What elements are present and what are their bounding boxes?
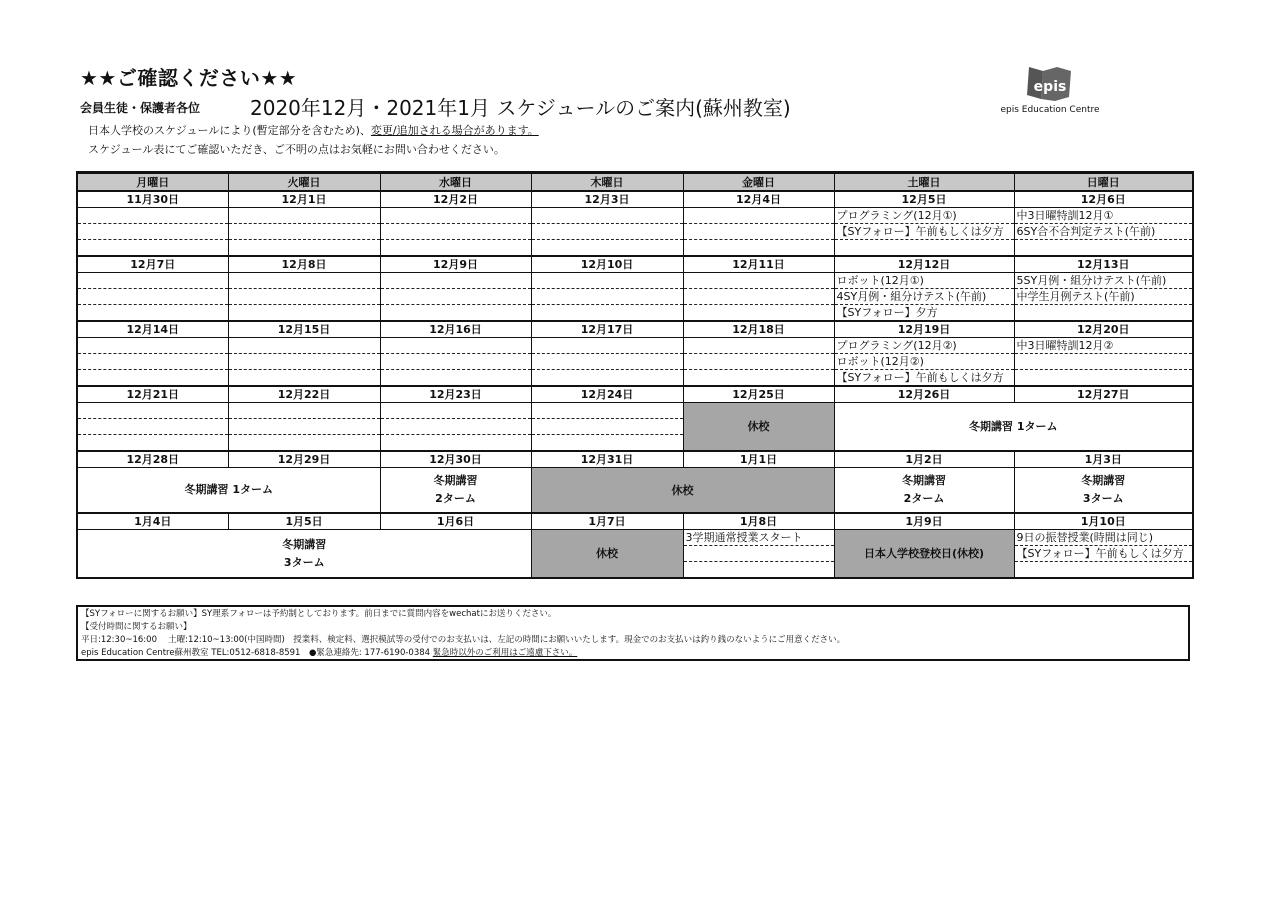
epis-logo	[1000, 63, 1100, 121]
week-6-slot-row	[77, 530, 1193, 546]
date-cell: 12月26日	[834, 386, 1014, 403]
notes-line: 平日:12:30~16:00 土曜:12:10~13:00(中国時間) 授業料、検定料、選択模試等の受付でのお支払いは、左記の時間にお願いいたします。現金でのお支払いは釣り銭のないようにご用意ください。	[81, 635, 846, 645]
week-6-date-row	[77, 513, 1193, 530]
slot-cell	[380, 403, 531, 419]
event-cell: 6SY合不合判定テスト(午前)	[1014, 224, 1193, 240]
week-2-slot-row	[77, 289, 1193, 305]
contact-text: epis Education Centre蘇州教室 TEL:0512-6818-8591 ●緊急連絡先: 177-6190-0384	[81, 648, 431, 658]
slot-cell	[531, 370, 683, 387]
weekday-wed: 水曜日	[380, 173, 531, 192]
slot-cell	[228, 354, 380, 370]
weekday-mon: 月曜日	[77, 173, 228, 192]
page-title: 2020年12月・2021年1月 スケジュールのご案内(蘇州教室)	[250, 96, 791, 120]
schedule-table	[76, 171, 1194, 579]
week-5-course-row	[77, 468, 1193, 514]
notice-line-1	[88, 122, 539, 138]
audience-label: 会員生徒・保護者各位	[80, 101, 201, 115]
course-term: 3ターム	[1082, 492, 1124, 505]
slot-cell	[683, 224, 834, 240]
week-1-date-row	[77, 191, 1193, 208]
course-name: 冬期講習	[902, 474, 946, 487]
slot-cell	[531, 240, 683, 257]
slot-cell	[1014, 354, 1193, 370]
date-cell: 11月30日	[77, 191, 228, 208]
school-day-cell: 日本人学校登校日(休校)	[834, 530, 1014, 579]
slot-cell	[683, 546, 834, 562]
date-cell: 12月4日	[683, 191, 834, 208]
event-cell: プログラミング(12月①)	[834, 208, 1014, 224]
course-name: 冬期講習	[433, 474, 478, 487]
winter-course-cell: 冬期講習 1ターム	[77, 468, 380, 514]
event-cell: 9日の振替授業(時間は同じ)	[1014, 530, 1193, 546]
event-cell: 【SYフォロー】午前もしくは夕方	[834, 370, 1014, 387]
slot-cell	[77, 370, 228, 387]
closed-cell: 休校	[531, 530, 683, 579]
date-cell: 1月5日	[228, 513, 380, 530]
emergency-note: 緊急時以外のご利用はご遠慮下さい。	[432, 648, 578, 658]
slot-cell	[683, 240, 834, 257]
slot-cell	[228, 289, 380, 305]
slot-cell	[228, 338, 380, 354]
event-cell: 【SYフォロー】午前もしくは夕方	[1014, 546, 1193, 562]
slot-cell	[77, 403, 228, 419]
winter-course-cell	[380, 468, 531, 514]
event-cell: 5SY月例・組分けテスト(午前)	[1014, 273, 1193, 289]
slot-cell	[531, 403, 683, 419]
date-cell: 12月6日	[1014, 191, 1193, 208]
slot-cell	[380, 338, 531, 354]
date-cell: 12月20日	[1014, 321, 1193, 338]
notes-line: 【SYフォローに関するお願い】SY理系フォローは予約制としております。前日までに質問内容をwechatにお送りください。	[81, 609, 557, 619]
slot-cell	[228, 273, 380, 289]
slot-cell	[1014, 305, 1193, 322]
slot-cell	[380, 305, 531, 322]
date-cell: 1月7日	[531, 513, 683, 530]
date-cell: 12月9日	[380, 256, 531, 273]
course-term: 2ターム	[903, 492, 945, 505]
notes-line	[81, 647, 1185, 660]
week-2-slot-row	[77, 273, 1193, 289]
date-cell: 12月11日	[683, 256, 834, 273]
slot-cell	[1014, 562, 1193, 579]
winter-course-cell	[834, 468, 1014, 514]
slot-cell	[683, 273, 834, 289]
week-3-slot-row	[77, 338, 1193, 354]
date-cell: 12月17日	[531, 321, 683, 338]
date-cell: 12月14日	[77, 321, 228, 338]
slot-cell	[380, 224, 531, 240]
event-cell: 4SY月例・組分けテスト(午前)	[834, 289, 1014, 305]
course-name: 冬期講習	[282, 537, 327, 551]
slot-cell	[228, 435, 380, 452]
date-cell: 12月19日	[834, 321, 1014, 338]
date-cell: 12月21日	[77, 386, 228, 403]
week-4-date-row	[77, 386, 1193, 403]
slot-cell	[683, 354, 834, 370]
slot-cell	[380, 370, 531, 387]
date-cell: 1月6日	[380, 513, 531, 530]
date-cell: 12月15日	[228, 321, 380, 338]
notes-line: 【受付時間に関するお願い】	[81, 622, 192, 632]
date-cell: 12月29日	[228, 451, 380, 468]
date-cell: 12月28日	[77, 451, 228, 468]
slot-cell	[683, 289, 834, 305]
course-name: 冬期講習	[1081, 474, 1126, 487]
slot-cell	[531, 435, 683, 452]
event-cell: ロボット(12月②)	[834, 354, 1014, 370]
date-cell: 12月24日	[531, 386, 683, 403]
week-1-slot-row	[77, 224, 1193, 240]
winter-course-cell	[77, 530, 531, 579]
weekday-header-row	[77, 173, 1193, 192]
date-cell: 12月23日	[380, 386, 531, 403]
slot-cell	[834, 240, 1014, 257]
weekday-sun: 日曜日	[1014, 173, 1193, 192]
weekday-tue: 火曜日	[228, 173, 380, 192]
weekday-fri: 金曜日	[683, 173, 834, 192]
date-cell: 1月1日	[683, 451, 834, 468]
notice-line-2: スケジュール表にてご確認いただき、ご不明の点はお気軽にお問い合わせください。	[88, 143, 505, 156]
slot-cell	[1014, 370, 1193, 387]
date-cell: 12月18日	[683, 321, 834, 338]
date-cell: 12月25日	[683, 386, 834, 403]
epis-logo-mark-icon	[1023, 63, 1077, 103]
date-cell: 1月9日	[834, 513, 1014, 530]
slot-cell	[531, 305, 683, 322]
event-cell: 中3日曜特訓12月①	[1014, 208, 1193, 224]
week-1-slot-row	[77, 240, 1193, 257]
slot-cell	[77, 338, 228, 354]
slot-cell	[228, 208, 380, 224]
date-cell: 12月12日	[834, 256, 1014, 273]
date-cell: 12月5日	[834, 191, 1014, 208]
slot-cell	[228, 224, 380, 240]
winter-course-cell	[1014, 468, 1193, 514]
winter-course-cell: 冬期講習 1ターム	[834, 403, 1193, 452]
weekday-thu: 木曜日	[531, 173, 683, 192]
slot-cell	[531, 289, 683, 305]
week-5-date-row	[77, 451, 1193, 468]
slot-cell	[77, 240, 228, 257]
date-cell: 12月8日	[228, 256, 380, 273]
course-term: 2ターム	[435, 492, 476, 505]
slot-cell	[77, 435, 228, 452]
slot-cell	[531, 273, 683, 289]
event-cell: 中学生月例テスト(午前)	[1014, 289, 1193, 305]
date-cell: 12月13日	[1014, 256, 1193, 273]
slot-cell	[77, 419, 228, 435]
date-cell: 12月22日	[228, 386, 380, 403]
weekday-sat: 土曜日	[834, 173, 1014, 192]
week-4-slot-row	[77, 403, 1193, 419]
slot-cell	[228, 240, 380, 257]
slot-cell	[380, 354, 531, 370]
date-cell: 12月3日	[531, 191, 683, 208]
date-cell: 12月27日	[1014, 386, 1193, 403]
notes-box	[76, 605, 1190, 661]
date-cell: 12月1日	[228, 191, 380, 208]
date-cell: 12月31日	[531, 451, 683, 468]
date-cell: 1月8日	[683, 513, 834, 530]
slot-cell	[531, 224, 683, 240]
event-cell: 【SYフォロー】夕方	[834, 305, 1014, 322]
closed-cell: 休校	[531, 468, 834, 514]
event-cell: 【SYフォロー】午前もしくは夕方	[834, 224, 1014, 240]
slot-cell	[380, 289, 531, 305]
date-cell: 12月16日	[380, 321, 531, 338]
slot-cell	[683, 562, 834, 579]
course-term: 3ターム	[283, 555, 325, 569]
week-2-slot-row	[77, 305, 1193, 322]
notice-line-1-text: 日本人学校のスケジュールにより(暫定部分を含むため)、	[88, 124, 371, 137]
date-cell: 12月7日	[77, 256, 228, 273]
date-cell: 1月4日	[77, 513, 228, 530]
slot-cell	[683, 208, 834, 224]
date-cell: 12月30日	[380, 451, 531, 468]
week-2-date-row	[77, 256, 1193, 273]
slot-cell	[531, 338, 683, 354]
date-cell: 12月10日	[531, 256, 683, 273]
slot-cell	[683, 305, 834, 322]
week-1-slot-row	[77, 208, 1193, 224]
logo-text: epis Education Centre	[1000, 105, 1100, 115]
date-cell: 1月2日	[834, 451, 1014, 468]
slot-cell	[77, 289, 228, 305]
slot-cell	[77, 305, 228, 322]
slot-cell	[380, 435, 531, 452]
week-3-date-row	[77, 321, 1193, 338]
notice-line-1-underlined: 変更/追加される場合があります。	[370, 124, 539, 137]
slot-cell	[1014, 240, 1193, 257]
slot-cell	[77, 354, 228, 370]
slot-cell	[228, 403, 380, 419]
slot-cell	[380, 240, 531, 257]
slot-cell	[228, 370, 380, 387]
slot-cell	[380, 273, 531, 289]
slot-cell	[228, 419, 380, 435]
closed-cell: 休校	[683, 403, 834, 452]
slot-cell	[683, 338, 834, 354]
event-cell: 3学期通常授業スタート	[683, 530, 834, 546]
event-cell: 中3日曜特訓12月②	[1014, 338, 1193, 354]
slot-cell	[531, 354, 683, 370]
week-3-slot-row	[77, 354, 1193, 370]
week-3-slot-row	[77, 370, 1193, 387]
notice-title: ★★ご確認ください★★	[80, 66, 298, 90]
slot-cell	[77, 224, 228, 240]
date-cell: 12月2日	[380, 191, 531, 208]
event-cell: ロボット(12月①)	[834, 273, 1014, 289]
date-cell: 1月3日	[1014, 451, 1193, 468]
date-cell: 1月10日	[1014, 513, 1193, 530]
slot-cell	[531, 419, 683, 435]
slot-cell	[77, 208, 228, 224]
slot-cell	[77, 273, 228, 289]
event-cell: プログラミング(12月②)	[834, 338, 1014, 354]
slot-cell	[683, 370, 834, 387]
slot-cell	[228, 305, 380, 322]
slot-cell	[380, 419, 531, 435]
logo-mark-text: epis	[1033, 79, 1067, 95]
slot-cell	[531, 208, 683, 224]
slot-cell	[380, 208, 531, 224]
